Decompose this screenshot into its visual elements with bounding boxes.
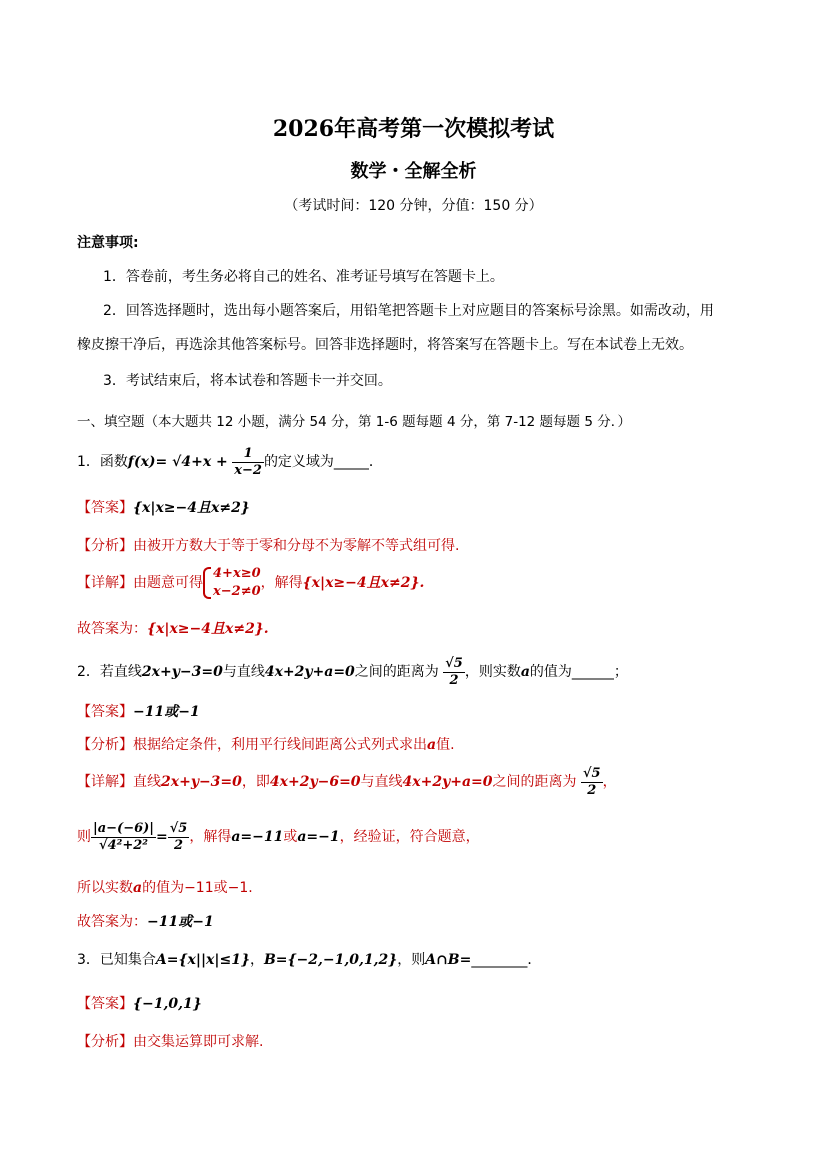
q2-detail-line2: 4x+2y+a=0 (402, 774, 493, 790)
q2-line-2: 4x+2y+a=0 (264, 664, 355, 680)
system-line-1: 4+x≥0 (213, 566, 261, 581)
notice-item-3: 3．考试结束后，将本试卷和答题卡一并交回。 (103, 373, 392, 389)
notice-heading: 注意事项: (77, 235, 139, 251)
analysis-tag: 【分析】 (77, 1034, 133, 1050)
question-3 (77, 949, 541, 969)
q2-so-post: 的值为−11或−1. (142, 880, 253, 896)
q2-then: 则 (77, 829, 91, 845)
question-2 (77, 652, 628, 692)
question-1-fraction (232, 446, 264, 479)
q2-detail-d: 之间的距离为 (492, 774, 577, 790)
q1-analysis (77, 535, 459, 555)
q2-calc (77, 815, 480, 859)
q3-set-a: A={x||x|≤1} (155, 952, 250, 968)
q2-final-value: −11或−1 (147, 914, 214, 930)
q2-sol2: a=−1 (297, 829, 340, 845)
q1-answer (77, 497, 250, 517)
q2-distance-formula (91, 821, 156, 854)
q3-analysis-text: 由交集运算即可求解. (133, 1034, 264, 1050)
q2-distance-fraction (443, 656, 465, 689)
fraction-denominator: x−2 (234, 462, 262, 478)
q2-verify: ，经验证，符合题意， (339, 829, 480, 845)
q2-solve: ，解得 (189, 829, 232, 845)
q2-detail-line1b: 4x+2y−6=0 (269, 774, 361, 790)
q2-rhs-fraction (168, 821, 190, 854)
q3-blank: ________ (471, 952, 528, 968)
answer-tag: 【答案】 (77, 500, 133, 516)
q2-analysis (77, 734, 455, 754)
q2-analysis-post: 值. (436, 737, 455, 753)
q1-detail-result: {x|x≥−4且x≠2}. (302, 575, 425, 591)
notice-item-2: 2．回答选择题时，选出每小题答案后，用铅笔把答题卡上对应题目的答案标号涂黑。如需改动，用 (103, 303, 714, 319)
question-2-num: 2．若直线 (77, 664, 142, 680)
q2-analysis-var: a (427, 737, 437, 753)
q3-comma: ， (249, 952, 264, 968)
q2-mid: 与直线 (222, 664, 265, 680)
q2-detail-fraction (581, 766, 603, 799)
q2-answer (77, 701, 200, 721)
q2-answer-value: −11或−1 (133, 704, 200, 720)
fraction-denominator: 2 (449, 672, 459, 688)
exam-info: （考试时间：120 分钟，分值：150 分） (284, 198, 543, 214)
q2-so-pre: 所以实数 (77, 880, 133, 896)
system-line-2: x−2≠0 (213, 584, 261, 599)
q3-analysis (77, 1031, 263, 1051)
fraction-numerator: 1 (232, 446, 264, 463)
q1-detail-post: ，解得 (260, 575, 303, 591)
final-tag: 故答案为： (77, 621, 147, 637)
q1-final-value: {x|x≥−4且x≠2}. (147, 621, 269, 637)
q2-detail-c: 与直线 (360, 774, 403, 790)
q2-tail2: 的值为______； (529, 664, 628, 680)
q2-detail-b: ，即 (241, 774, 270, 790)
q2-mid2: 之间的距离为 (354, 664, 439, 680)
q2-var: a (520, 664, 530, 680)
q2-final (77, 911, 214, 931)
answer-tag: 【答案】 (77, 704, 133, 720)
detail-tag: 【详解】 (77, 575, 133, 591)
detail-tag: 【详解】 (77, 774, 133, 790)
fraction-denominator: 2 (174, 837, 184, 853)
q1-answer-value: {x|x≥−4且x≠2} (133, 500, 250, 516)
notice-item-1: 1．答卷前，考生务必将自己的姓名、准考证号填写在答题卡上。 (103, 269, 504, 285)
q2-detail-a: 直线 (133, 774, 161, 790)
q3-set-b: B={−2,−1,0,1,2} (263, 952, 398, 968)
q3-expr: A∩B= (425, 952, 472, 968)
fraction-numerator: √5 (445, 655, 463, 671)
q3-answer-value: {−1,0,1} (133, 996, 202, 1012)
q2-sol1: a=−11 (231, 829, 284, 845)
final-tag: 故答案为： (77, 914, 147, 930)
q1-analysis-text: 由被开方数大于等于零和分母不为零解不等式组可得. (133, 538, 460, 554)
q2-so (77, 877, 253, 897)
question-3-num: 3．已知集合 (77, 952, 156, 968)
notice-item-2-cont: 橡皮擦干净后，再选涂其他答案标号。回答非选择题时，将答案写在答题卡上。写在本试卷上无效。 (77, 337, 693, 353)
fraction-numerator: √5 (582, 765, 601, 781)
q3-answer (77, 993, 202, 1013)
q1-detail-pre: 由题意可得 (133, 575, 203, 591)
question-1-tail: 的定义域为_____． (263, 454, 383, 470)
q2-so-var: a (133, 880, 143, 896)
answer-tag: 【答案】 (77, 996, 133, 1012)
question-1-num: 1．函数 (77, 454, 128, 470)
page-subtitle: 数学・全解全析 (350, 161, 477, 182)
fraction-numerator: √5 (169, 820, 188, 836)
q1-inequality-system (203, 565, 261, 601)
q2-or: 或 (283, 829, 298, 845)
fraction-denominator: 2 (587, 782, 597, 798)
analysis-tag: 【分析】 (77, 737, 133, 753)
page-title: 2026年高考第一次模拟考试 (272, 116, 555, 142)
q2-eq: = (156, 829, 168, 845)
q2-detail-line1: 2x+y−3=0 (161, 774, 242, 790)
question-1 (77, 442, 383, 482)
q1-detail (77, 563, 424, 603)
q3-tail: ，则 (397, 952, 426, 968)
q2-tail: ，则实数 (464, 664, 521, 680)
q2-line-1: 2x+y−3=0 (141, 664, 223, 680)
fraction-numerator: |a−(−6)| (93, 820, 155, 836)
fraction-denominator: √4²+2² (99, 837, 148, 853)
question-1-function: f(x)= √4+x + (127, 454, 228, 470)
analysis-tag: 【分析】 (77, 538, 133, 554)
section-heading: 一、填空题（本大题共 12 小题，满分 54 分，第 1-6 题每题 4 分，第 7-12 题每题 5 分．） (77, 414, 631, 430)
q2-analysis-pre: 根据给定条件，利用平行线间距离公式列式求出 (133, 737, 427, 753)
q2-detail: 【详解】直线2x+y−3=0，即4x+2y−6=0与直线4x+2y+a=0之间的距离为 $\frac{√5}{2}$ ， (77, 765, 617, 798)
q3-end: ． (527, 952, 542, 968)
q1-final (77, 618, 269, 638)
